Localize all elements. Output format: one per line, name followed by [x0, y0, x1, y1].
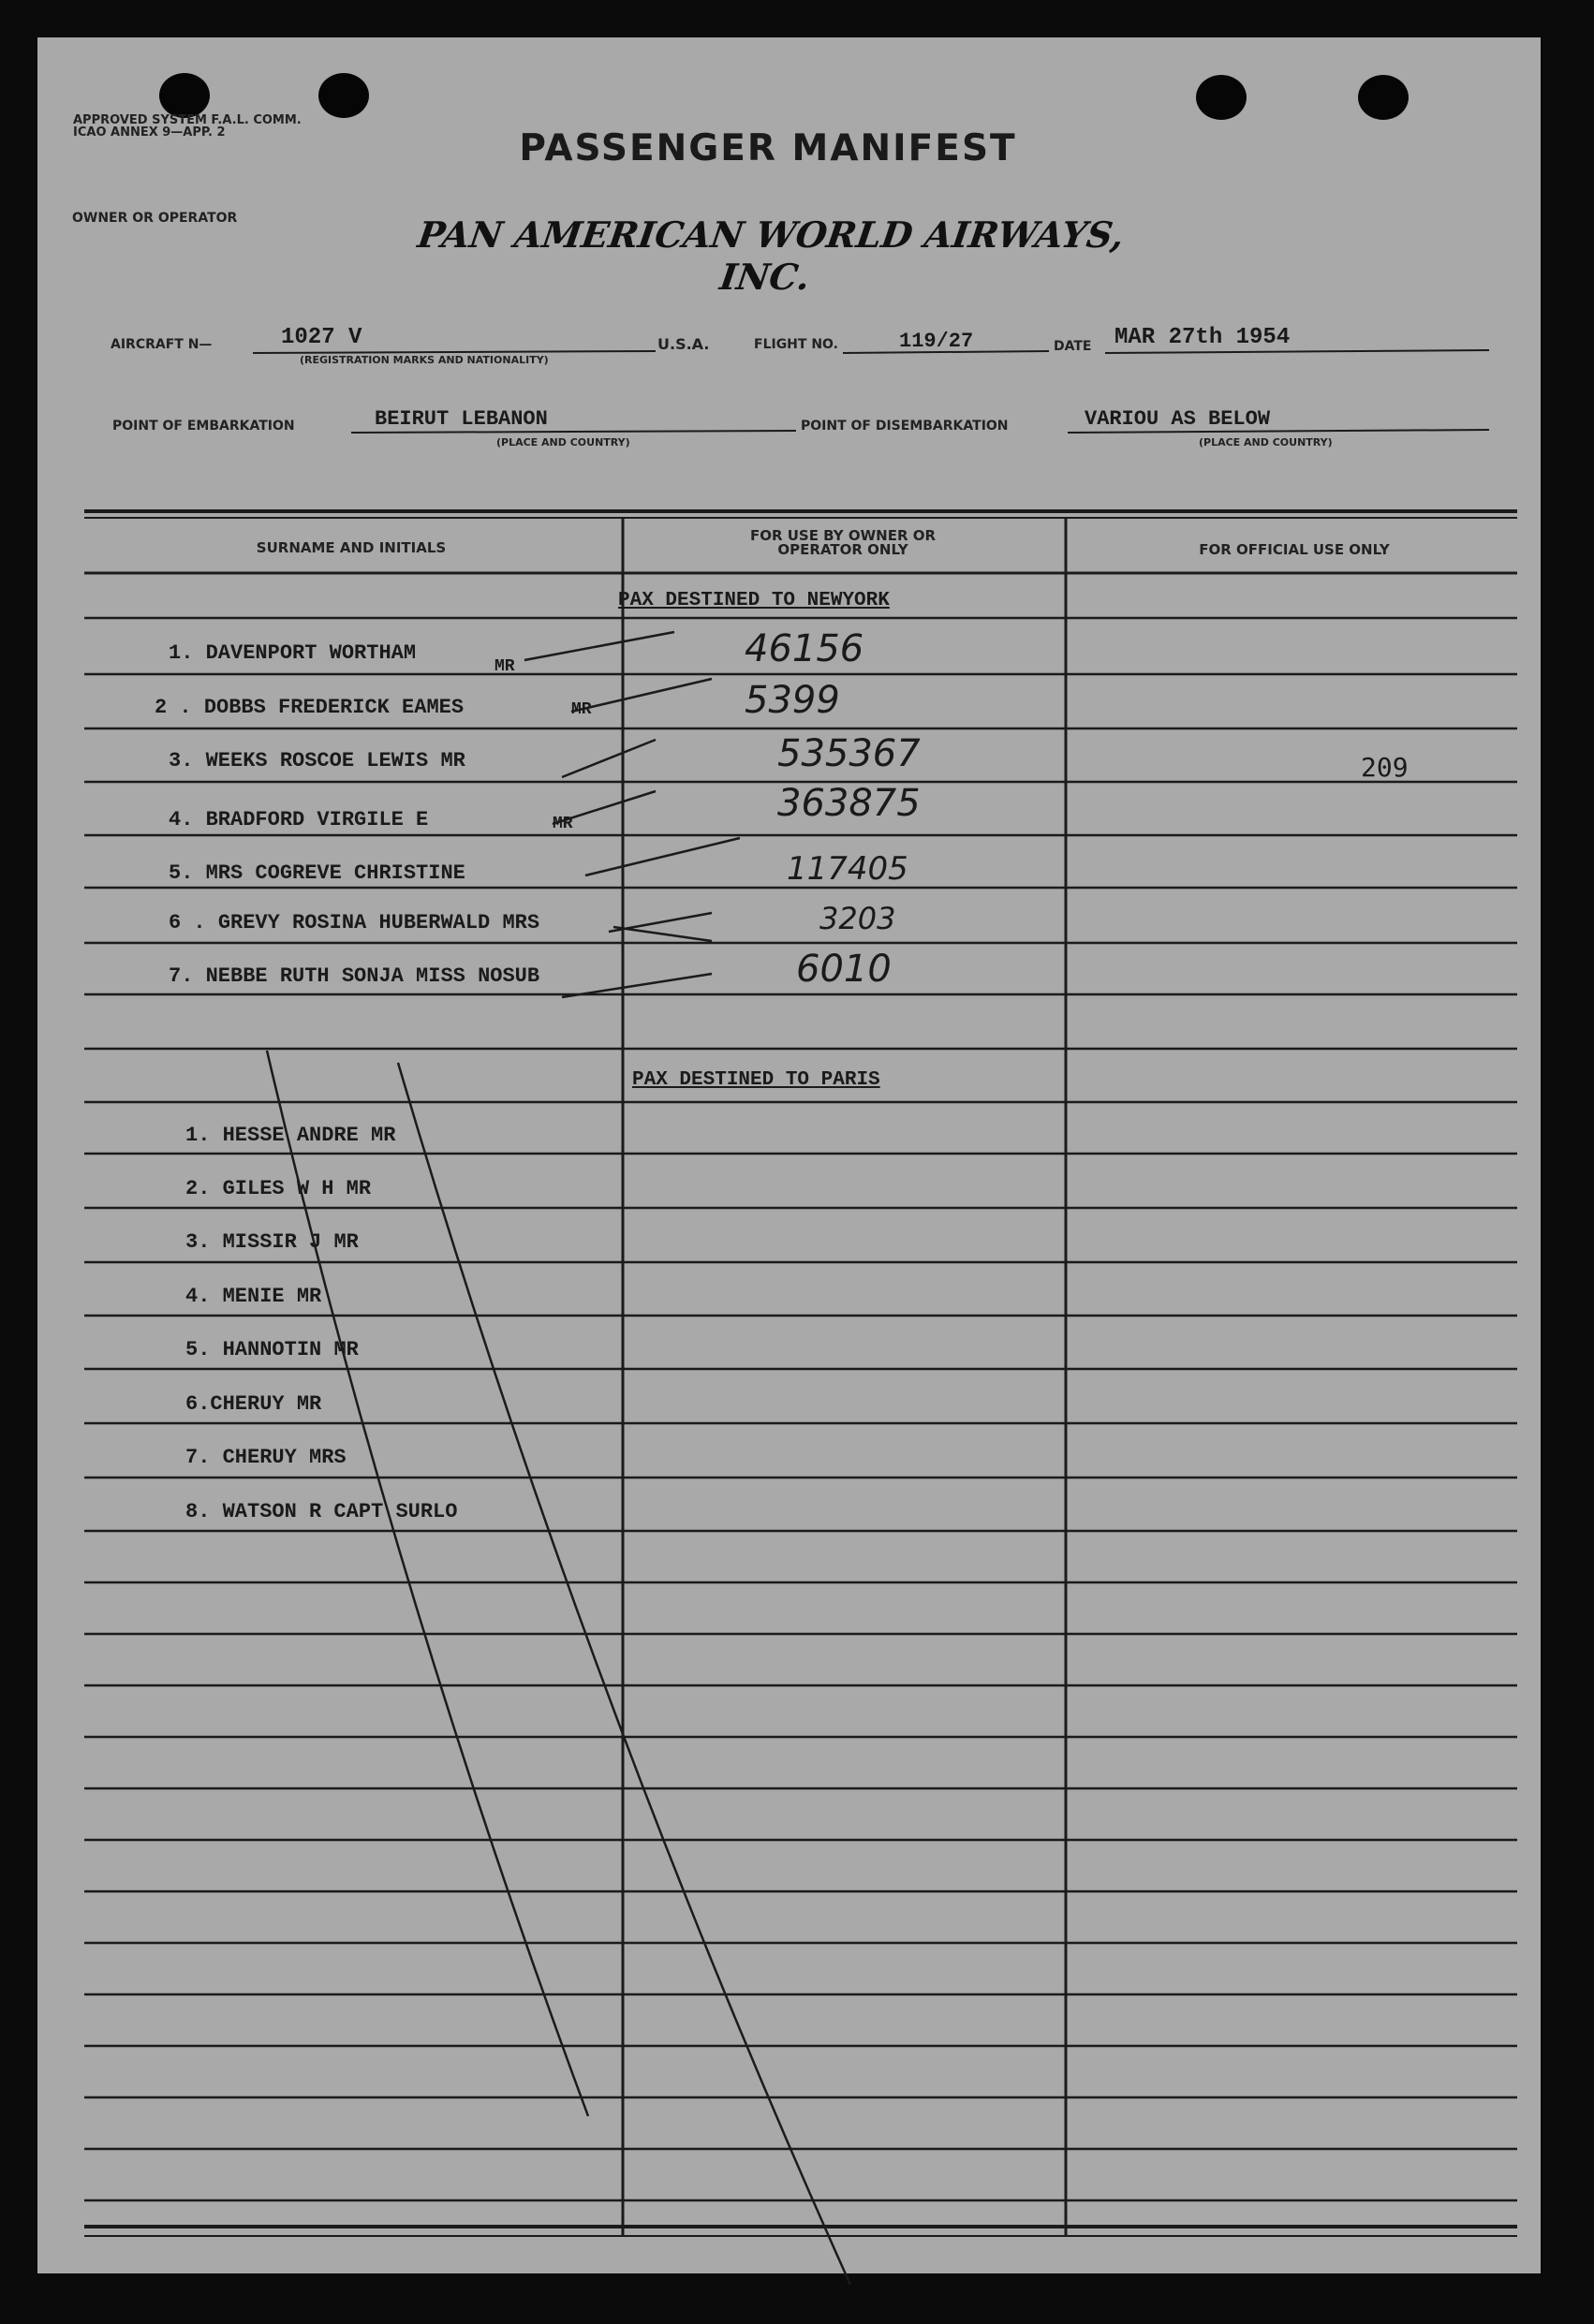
column-header-owner-use: FOR USE BY OWNER OR OPERATOR ONLY: [749, 527, 937, 558]
passenger-suffix: MR: [494, 657, 515, 676]
column-header-official-use: FOR OFFICIAL USE ONLY: [1199, 541, 1390, 558]
section-heading-paris: PAX DESTINED TO PARIS: [632, 1069, 880, 1091]
passenger-number: 46156: [745, 627, 864, 670]
section-heading-newyork: PAX DESTINED TO NEWYORK: [618, 590, 890, 611]
list-item: 6.CHERUY MR: [185, 1392, 322, 1416]
date-value: MAR 27th 1954: [1114, 325, 1291, 350]
owner-label: OWNER OR OPERATOR: [72, 211, 238, 226]
passenger-number: 535367: [777, 732, 921, 775]
date-label: DATE: [1054, 339, 1092, 354]
disembarkation-underline: [1068, 430, 1489, 433]
aircraft-value: 1027 V: [281, 325, 362, 350]
aircraft-underline: [253, 351, 656, 353]
passenger-suffix: MR: [553, 815, 573, 833]
list-item: 7. CHERUY MRS: [185, 1446, 347, 1469]
flight-label: FLIGHT NO.: [754, 337, 838, 352]
flight-value: 119/27: [899, 330, 974, 353]
list-item: 3. MISSIR J MR: [185, 1230, 359, 1254]
list-item: 1. HESSE ANDRE MR: [185, 1124, 396, 1147]
passenger-suffix: MR: [571, 700, 592, 719]
page-title: PASSENGER MANIFEST: [519, 127, 1017, 169]
official-number: 209: [1361, 752, 1409, 783]
date-underline: [1105, 350, 1489, 353]
embarkation-underline: [351, 431, 796, 433]
column-header-surname: SURNAME AND INITIALS: [256, 539, 447, 556]
passenger-number: 117405: [787, 850, 908, 888]
passenger-number: 363875: [777, 782, 921, 825]
list-item: 4. BRADFORD VIRGILE E: [169, 808, 429, 831]
passenger-number: 6010: [796, 948, 892, 991]
usa-label: U.S.A.: [657, 335, 710, 353]
list-item: 2 . DOBBS FREDERICK EAMES: [155, 696, 465, 719]
list-item: 8. WATSON R CAPT SURLO: [185, 1500, 458, 1523]
list-item: 5. HANNOTIN MR: [185, 1338, 359, 1361]
list-item: 7. NEBBE RUTH SONJA MISS NOSUB: [169, 964, 540, 988]
list-item: 6 . GREVY ROSINA HUBERWALD MRS: [169, 911, 540, 934]
passenger-number: 3203: [819, 901, 896, 936]
approval-note: APPROVED SYSTEM F.A.L. COMM. ICAO ANNEX 9—APP. 2: [73, 113, 302, 140]
disembarkation-value: VARIOU AS BELOW: [1085, 407, 1271, 431]
list-item: 2. GILES W H MR: [185, 1177, 372, 1200]
list-item: 5. MRS COGREVE CHRISTINE: [169, 861, 465, 885]
passenger-number: 5399: [745, 679, 840, 722]
aircraft-label: AIRCRAFT N—: [111, 337, 213, 352]
flight-underline: [843, 351, 1049, 353]
registration-caption: (REGISTRATION MARKS AND NATIONALITY): [300, 354, 549, 366]
list-item: 1. DAVENPORT WORTHAM: [169, 641, 417, 665]
embarkation-label: POINT OF EMBARKATION: [112, 419, 295, 434]
list-item: 3. WEEKS ROSCOE LEWIS MR: [169, 749, 465, 772]
disembarkation-caption: (PLACE AND COUNTRY): [1199, 436, 1333, 449]
pen-strokes: [267, 632, 850, 2285]
embarkation-caption: (PLACE AND COUNTRY): [496, 436, 630, 449]
embarkation-value: BEIRUT LEBANON: [375, 407, 548, 431]
company-name: PAN AMERICAN WORLD AIRWAYS, INC.: [415, 213, 1127, 298]
disembarkation-label: POINT OF DISEMBARKATION: [801, 419, 1009, 434]
list-item: 4. MENIE MR: [185, 1285, 322, 1308]
